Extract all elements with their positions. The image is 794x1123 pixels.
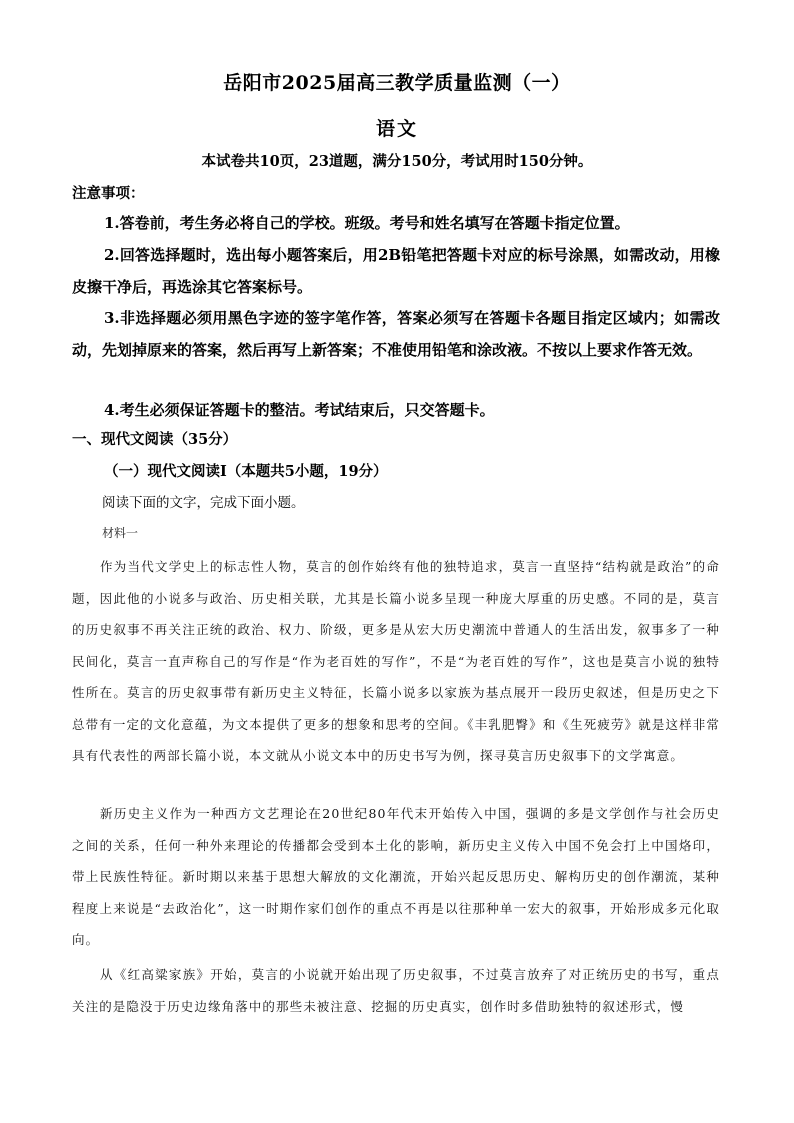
subsection-heading: （一）现代文阅读Ⅰ（本题共5小题，19分） [104, 463, 388, 480]
passage-paragraph-1: 作为当代文学史上的标志性人物，莫言的创作始终有他的独特追求，莫言一直坚持“结构就是政治”的命题，因此他的小说多与政治、历史相关联，尤其是长篇小说多呈现一种庞大厚重的历史感。不同的是，莫言的历史叙事不再关注正统的政治、权力、阶级，更多是从宏大历史潮流中普通人的生活出发，叙事多了一种民间化，莫言一直声称自己的写作是“作为老百姓的写作”，不是“为老百姓的写作”，这也是莫言小说的独特性所在。莫言的历史叙事带有新历史主义特征，长篇小说多以家族为基点展开一段历史叙述，但是历史之下总带有一定的文化意蕴，为文本提供了更多的想象和思考的空间。《丰乳肥臀》和《生死疲劳》就是这样非常具有代表性的两部长篇小说，本文就从小说文本中的历史书写为例，探寻莫言历史叙事下的文学寓意。 [72, 559, 720, 763]
material-label: 材料一 [102, 526, 139, 540]
passage-paragraph-2: 新历史主义作为一种西方文艺理论在20世纪80年代末开始传入中国，强调的多是文学创作与社会历史之间的关系，任何一种外来理论的传播都会受到本土化的影响，新历史主义传入中国不免会打上中国烙印，带上民族性特征。新时期以来基于思想大解放的文化潮流，开始兴起反思历史、解构历史的创作潮流，某种程度上来说是“去政治化”，这一时期作家们创作的重点不再是以往那种单一宏大的叙事，开始形成多元化取向。 [72, 806, 720, 947]
notice-item-4: 4.考生必须保证答题卡的整洁。考试结束后，只交答题卡。 [104, 401, 495, 419]
exam-title: 岳阳市2025届高三教学质量监测（一） [223, 72, 571, 94]
reading-instruction: 阅读下面的文字，完成下面小题。 [102, 495, 305, 511]
notice-item-2: 2.回答选择题时，选出每小题答案后，用2B铅笔把答题卡对应的标号涂黑，如需改动，用橡皮擦干净后，再选涂其它答案标号。 [72, 246, 720, 296]
notice-heading: 注意事项： [72, 185, 145, 202]
passage-paragraph-3: 从《红高粱家族》开始，莫言的小说就开始出现了历史叙事，不过莫言放弃了对正统历史的书写，重点关注的是隐没于历史边缘角落中的那些未被注意、挖掘的历史真实，创作时多借助独特的叙述形式，慢 [72, 967, 720, 1014]
exam-info: 本试卷共10页，23道题，满分150分，考试用时150分钟。 [201, 153, 593, 170]
subject-title: 语文 [375, 118, 418, 140]
notice-item-1: 1.答卷前，考生务必将自己的学校。班级。考号和姓名填写在答题卡指定位置。 [104, 214, 630, 232]
section-heading: 一、现代文阅读（35分） [72, 431, 238, 448]
notice-item-3: 3.非选择题必须用黑色字迹的签字笔作答，答案必须写在答题卡各题目指定区域内；如需改动，先划掉原来的答案，然后再写上新答案；不准使用铅笔和涂改液。不按以上要求作答无效。 [72, 309, 720, 359]
